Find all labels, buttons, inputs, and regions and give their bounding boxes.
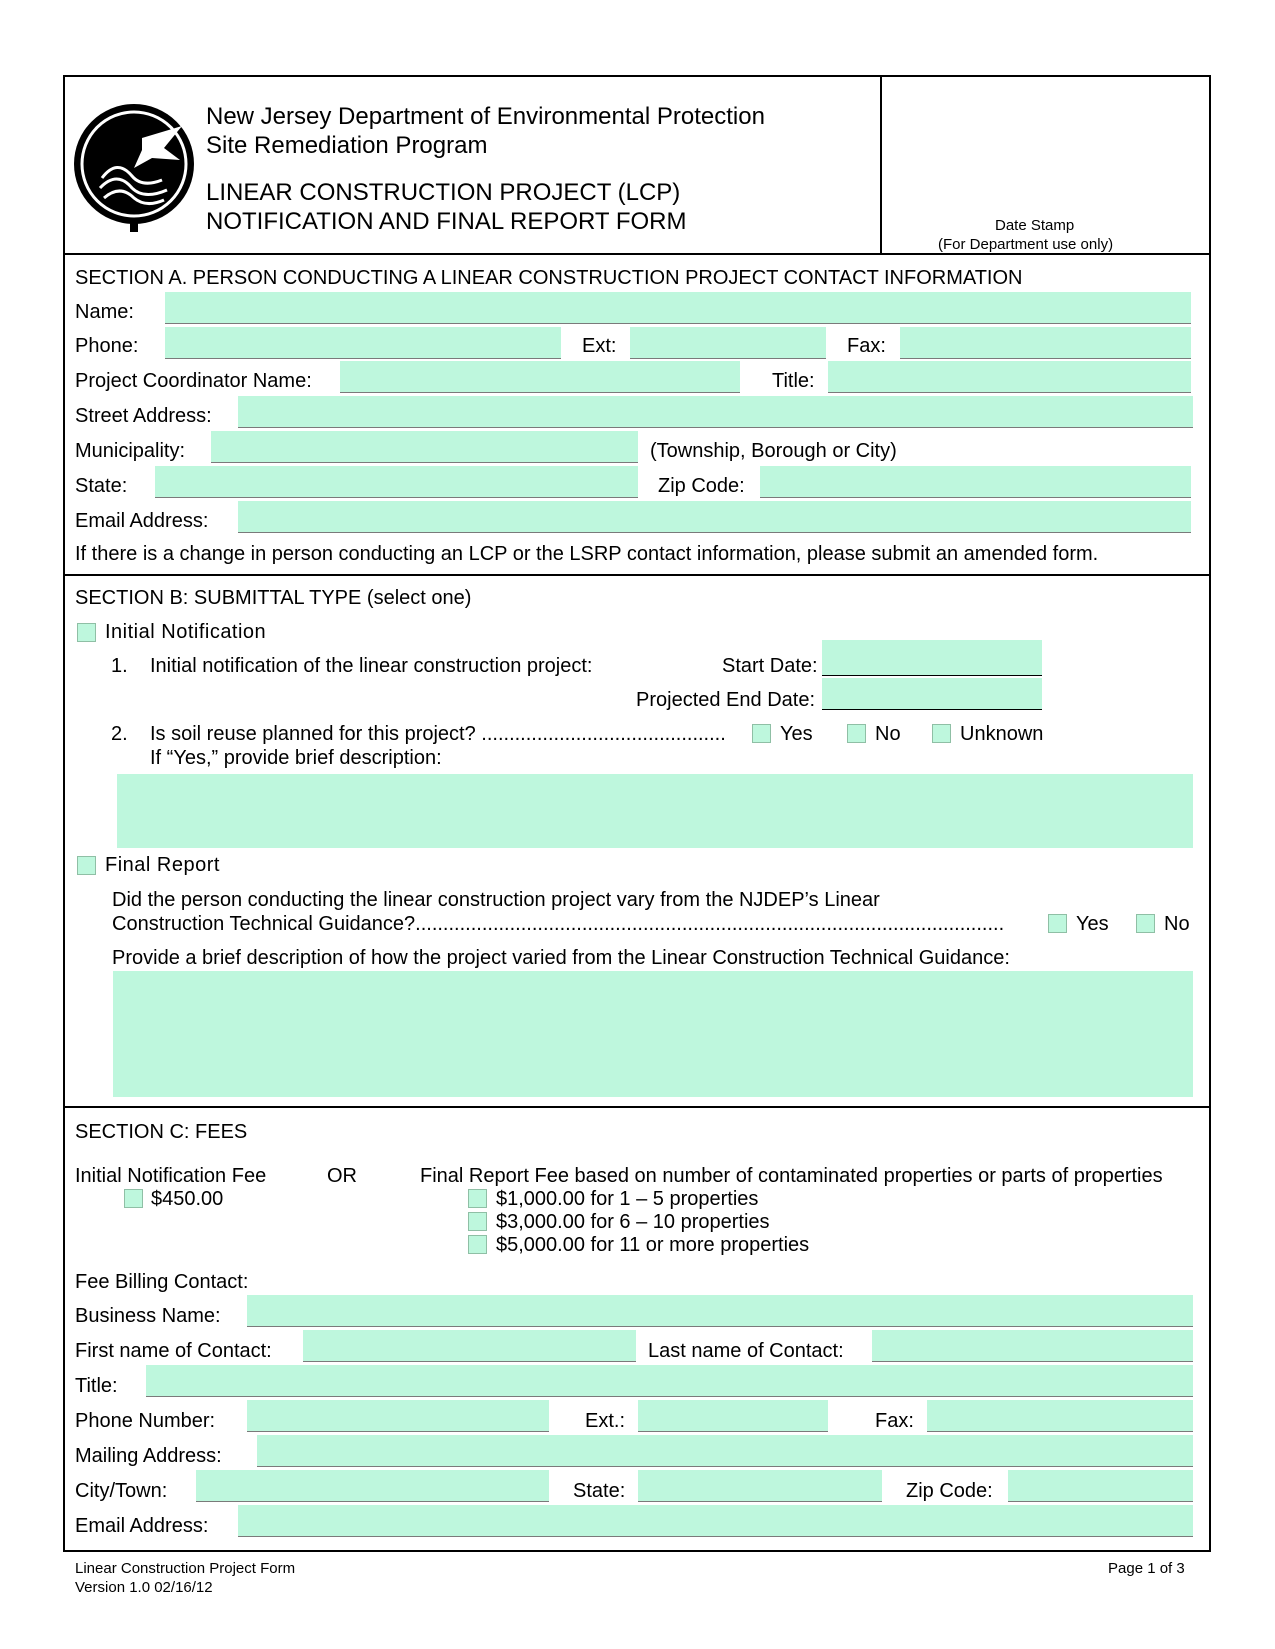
- name-label: Name:: [75, 301, 134, 323]
- fax-field[interactable]: [900, 327, 1191, 359]
- zip-field[interactable]: [760, 466, 1191, 498]
- ext-label: Ext:: [582, 335, 617, 357]
- date-stamp-label: Date Stamp: [995, 217, 1075, 234]
- fee-1000-checkbox[interactable]: [468, 1189, 487, 1208]
- billing-zip-label: Zip Code:: [906, 1480, 993, 1502]
- section-c-rule: [63, 1106, 1211, 1108]
- fee-450-label: $450.00: [151, 1188, 224, 1210]
- billing-title-label: Title:: [75, 1375, 118, 1397]
- municipality-field[interactable]: [211, 431, 638, 463]
- or-label: OR: [327, 1165, 357, 1187]
- form-title-line2: NOTIFICATION AND FINAL REPORT FORM: [206, 208, 687, 235]
- business-name-label: Business Name:: [75, 1305, 221, 1327]
- start-date-label: Start Date:: [722, 655, 818, 677]
- njdep-seal-icon: [72, 98, 197, 233]
- billing-fax-label: Fax:: [875, 1410, 914, 1432]
- soil-reuse-yes-checkbox[interactable]: [752, 724, 771, 743]
- start-date-field[interactable]: [822, 640, 1042, 676]
- billing-contact-label: Fee Billing Contact:: [75, 1271, 249, 1293]
- name-field[interactable]: [165, 292, 1191, 324]
- city-label: City/Town:: [75, 1480, 168, 1502]
- municipality-label: Municipality:: [75, 440, 186, 462]
- coordinator-field[interactable]: [340, 361, 740, 393]
- final-fee-label: Final Report Fee based on number of contaminated properties or parts of properties: [420, 1165, 1163, 1187]
- item1-number: 1.: [111, 655, 128, 677]
- email-label: Email Address:: [75, 510, 209, 532]
- business-name-field[interactable]: [247, 1295, 1193, 1327]
- item1-text: Initial notification of the linear construction project:: [150, 655, 593, 677]
- phone-label: Phone:: [75, 335, 139, 357]
- vary-no-checkbox[interactable]: [1136, 914, 1155, 933]
- section-b-heading: SECTION B: SUBMITTAL TYPE (select one): [75, 587, 472, 609]
- fee-1000-label: $1,000.00 for 1 – 5 properties: [496, 1188, 759, 1210]
- fee-5000-checkbox[interactable]: [468, 1235, 487, 1254]
- street-label: Street Address:: [75, 405, 212, 427]
- initial-fee-label: Initial Notification Fee: [75, 1165, 267, 1187]
- header-divider: [880, 75, 882, 255]
- item2-subtext: If “Yes,” provide brief description:: [150, 747, 442, 769]
- vary-description-field[interactable]: [113, 971, 1193, 1097]
- vary-yes-label: Yes: [1076, 913, 1109, 935]
- billing-ext-label: Ext.:: [585, 1410, 626, 1432]
- first-name-label: First name of Contact:: [75, 1340, 272, 1362]
- last-name-label: Last name of Contact:: [648, 1340, 844, 1362]
- date-stamp-note: (For Department use only): [938, 236, 1114, 253]
- municipality-note: (Township, Borough or City): [650, 440, 897, 462]
- state-label: State:: [75, 475, 128, 497]
- city-field[interactable]: [196, 1470, 549, 1502]
- title-label: Title:: [772, 370, 815, 392]
- ext-field[interactable]: [630, 327, 826, 359]
- final-report-checkbox[interactable]: [77, 856, 96, 875]
- billing-zip-field[interactable]: [1008, 1470, 1193, 1502]
- initial-notification-checkbox[interactable]: [77, 623, 96, 642]
- first-name-field[interactable]: [303, 1330, 636, 1362]
- mailing-address-field[interactable]: [257, 1435, 1193, 1467]
- vary-yes-checkbox[interactable]: [1048, 914, 1067, 933]
- form-title-line1: LINEAR CONSTRUCTION PROJECT (LCP): [206, 179, 681, 206]
- soil-reuse-no-label: No: [875, 723, 901, 745]
- footer-page-number: Page 1 of 3: [1108, 1560, 1185, 1577]
- initial-notification-label: Initial Notification: [105, 621, 267, 643]
- soil-reuse-description-field[interactable]: [117, 774, 1193, 848]
- footer-version: Version 1.0 02/16/12: [75, 1579, 213, 1596]
- soil-reuse-unknown-checkbox[interactable]: [932, 724, 951, 743]
- fee-450-checkbox[interactable]: [124, 1189, 143, 1208]
- vary-describe-label: Provide a brief description of how the project varied from the Linear Construction Technical Guidance:: [112, 947, 1010, 969]
- billing-ext-field[interactable]: [638, 1400, 828, 1432]
- coordinator-label: Project Coordinator Name:: [75, 370, 312, 392]
- vary-question-line1: Did the person conducting the linear construction project vary from the NJDEP’s Linear: [112, 889, 880, 911]
- program-name: Site Remediation Program: [206, 132, 488, 159]
- billing-state-field[interactable]: [638, 1470, 882, 1502]
- item2-number: 2.: [111, 723, 128, 745]
- final-report-label: Final Report: [105, 854, 220, 876]
- billing-phone-field[interactable]: [247, 1400, 549, 1432]
- end-date-field[interactable]: [822, 678, 1042, 710]
- section-a-heading: SECTION A. PERSON CONDUCTING A LINEAR CONSTRUCTION PROJECT CONTACT INFORMATION: [75, 267, 1023, 289]
- fee-3000-checkbox[interactable]: [468, 1212, 487, 1231]
- state-field[interactable]: [155, 466, 638, 498]
- vary-no-label: No: [1164, 913, 1190, 935]
- agency-name: New Jersey Department of Environmental Protection: [206, 103, 765, 130]
- item2-text: Is soil reuse planned for this project? ............................................: [150, 723, 726, 745]
- amendment-note: If there is a change in person conducting an LCP or the LSRP contact information, please submit an amended form.: [75, 543, 1099, 565]
- fee-5000-label: $5,000.00 for 11 or more properties: [496, 1234, 810, 1256]
- mailing-address-label: Mailing Address:: [75, 1445, 222, 1467]
- vary-question-line2: Construction Technical Guidance?..........................................................................................................: [112, 913, 1005, 935]
- fax-label: Fax:: [847, 335, 886, 357]
- phone-number-label: Phone Number:: [75, 1410, 216, 1432]
- zip-label: Zip Code:: [658, 475, 745, 497]
- soil-reuse-yes-label: Yes: [780, 723, 813, 745]
- section-c-heading: SECTION C: FEES: [75, 1121, 248, 1143]
- billing-state-label: State:: [573, 1480, 626, 1502]
- title-field[interactable]: [828, 361, 1191, 393]
- phone-field[interactable]: [165, 327, 561, 359]
- email-field[interactable]: [238, 501, 1191, 533]
- billing-email-field[interactable]: [238, 1505, 1193, 1537]
- fee-3000-label: $3,000.00 for 6 – 10 properties: [496, 1211, 770, 1233]
- street-field[interactable]: [238, 396, 1193, 428]
- billing-title-field[interactable]: [146, 1365, 1193, 1397]
- soil-reuse-no-checkbox[interactable]: [847, 724, 866, 743]
- section-b-rule: [63, 574, 1211, 576]
- end-date-label: Projected End Date:: [636, 689, 815, 711]
- billing-email-label: Email Address:: [75, 1515, 209, 1537]
- soil-reuse-unknown-label: Unknown: [960, 723, 1044, 745]
- last-name-field[interactable]: [872, 1330, 1193, 1362]
- footer-form-name: Linear Construction Project Form: [75, 1560, 296, 1577]
- billing-fax-field[interactable]: [927, 1400, 1193, 1432]
